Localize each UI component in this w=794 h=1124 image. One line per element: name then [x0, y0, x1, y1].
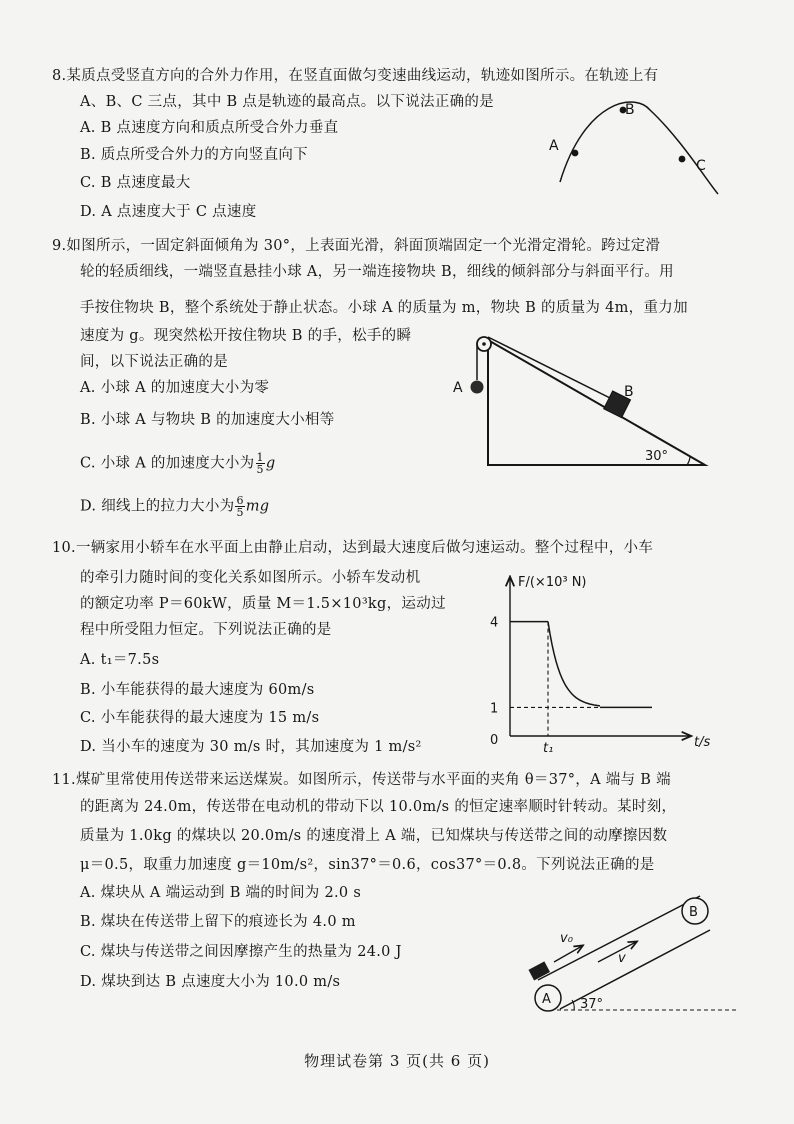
q10-option-c: C. 小车能获得的最大速度为 15 m/s — [80, 710, 320, 726]
q8-stem-line1: 8.某质点受竖直方向的合外力作用，在竖直面做匀变速曲线运动，轨迹如图所示。在轨迹上有 — [52, 68, 659, 84]
trajectory-curve — [560, 102, 718, 194]
ball-a — [471, 381, 484, 394]
q10-stem-line3: 的额定功率 P＝60kW，质量 M＝1.5×10³kg，运动过 — [80, 596, 446, 612]
origin-label: 0 — [490, 733, 499, 748]
force-segment-decreasing — [548, 622, 600, 706]
angle-label: 37° — [580, 997, 604, 1012]
point-c — [679, 156, 686, 163]
q9-stem-line3: 手按住物块 B，整个系统处于静止状态。小球 A 的质量为 m，物块 B 的质量为 4m，重力加 — [80, 300, 688, 316]
v-label: v — [618, 951, 626, 966]
q10-option-a: A. t₁＝7.5s — [80, 652, 160, 668]
label-a: A — [542, 992, 551, 1007]
q11-option-c: C. 煤块与传送带之间因摩擦产生的热量为 24.0 J — [80, 944, 402, 960]
label-b: B — [624, 384, 634, 400]
q10-stem-line4: 程中所受阻力恒定。下列说法正确的是 — [80, 622, 332, 638]
q8-option-b: B. 质点所受合外力的方向竖直向下 — [80, 147, 308, 163]
page-footer: 物理试卷第 3 页(共 6 页) — [304, 1052, 490, 1070]
q10-force-time-chart — [480, 568, 720, 758]
pulley-axle — [482, 342, 486, 346]
angle-label: 30° — [645, 449, 669, 464]
label-a: A — [549, 138, 559, 154]
label-b: B — [689, 905, 698, 920]
x-axis-label: t/s — [694, 735, 711, 750]
fraction-one-fifth: $\frac{1}{5}$ — [256, 451, 264, 476]
rope-incline — [488, 337, 626, 406]
q8-option-c: C. B 点速度最大 — [80, 175, 191, 191]
q9-incline-figure — [450, 330, 720, 475]
y-axis-label: F/(×10³ N) — [518, 575, 587, 590]
q11-option-b: B. 煤块在传送带上留下的痕迹长为 4.0 m — [80, 914, 356, 930]
q11-stem-line1: 11.煤矿里常使用传送带来运送煤炭。如图所示，传送带与水平面的夹角 θ＝37°，A 端与 B 端 — [52, 772, 671, 788]
x-tick-t1: t₁ — [543, 741, 554, 756]
angle-arc — [687, 457, 690, 465]
q9-option-b: B. 小球 A 与物块 B 的加速度大小相等 — [80, 412, 335, 428]
v0-label: v₀ — [560, 931, 573, 946]
label-a: A — [453, 380, 463, 396]
q11-option-a: A. 煤块从 A 端运动到 B 端的时间为 2.0 s — [80, 885, 362, 901]
q8-stem-line2: A、B、C 三点，其中 B 点是轨迹的最高点。以下说法正确的是 — [80, 94, 495, 110]
q11-conveyor-figure — [510, 890, 750, 1020]
label-b: B — [625, 102, 635, 118]
point-a — [572, 150, 579, 157]
q9-option-c: C. 小球 A 的加速度大小为 $\frac{1}{5}$ g — [80, 451, 276, 476]
coal-block — [528, 961, 550, 980]
q9-option-d: D. 细线上的拉力大小为 $\frac{6}{5}$ mg — [80, 494, 270, 519]
q8-option-a: A. B 点速度方向和质点所受合外力垂直 — [80, 120, 339, 136]
q11-option-d: D. 煤块到达 B 点速度大小为 10.0 m/s — [80, 974, 341, 990]
q10-option-b: B. 小车能获得的最大速度为 60m/s — [80, 682, 315, 698]
incline-triangle — [488, 340, 705, 465]
label-c: C — [696, 158, 706, 174]
q10-stem-line1: 10.一辆家用小轿车在水平面上由静止启动，达到最大速度后做匀速运动。整个过程中，小车 — [52, 540, 654, 556]
q11-stem-line2: 的距离为 24.0m，传送带在电动机的带动下以 10.0m/s 的恒定速率顺时针转动。某时刻， — [80, 799, 677, 815]
y-tick-4: 4 — [490, 615, 499, 631]
q11-stem-line4: μ＝0.5，取重力加速度 g＝10m/s²，sin37°＝0.6，cos37°＝0.8。下列说法正确的是 — [80, 857, 655, 873]
q10-stem-line2: 的牵引力随时间的变化关系如图所示。小轿车发动机 — [80, 570, 421, 586]
q9-stem-line4: 速度为 g。现突然松开按住物块 B 的手，松手的瞬 — [80, 328, 412, 344]
y-tick-1: 1 — [490, 701, 499, 717]
q8-option-d: D. A 点速度大于 C 点速度 — [80, 204, 257, 220]
q9-stem-line2: 轮的轻质细线，一端竖直悬挂小球 A，另一端连接物块 B，细线的倾斜部分与斜面平行。用 — [80, 264, 674, 280]
q8-trajectory-figure — [540, 98, 730, 208]
q10-option-d: D. 当小车的速度为 30 m/s 时，其加速度为 1 m/s² — [80, 739, 422, 755]
q9-stem-line1: 9.如图所示，一固定斜面倾角为 30°，上表面光滑，斜面顶端固定一个光滑定滑轮。跨过定滑 — [52, 238, 661, 254]
q9-stem-line5: 间，以下说法正确的是 — [80, 354, 228, 370]
q9-option-a: A. 小球 A 的加速度大小为零 — [80, 380, 270, 396]
fraction-six-fifths: $\frac{6}{5}$ — [236, 494, 244, 519]
q11-stem-line3: 质量为 1.0kg 的煤块以 20.0m/s 的速度滑上 A 端，已知煤块与传送带之间的动摩擦因数 — [80, 828, 668, 844]
v-arrow — [598, 942, 636, 962]
